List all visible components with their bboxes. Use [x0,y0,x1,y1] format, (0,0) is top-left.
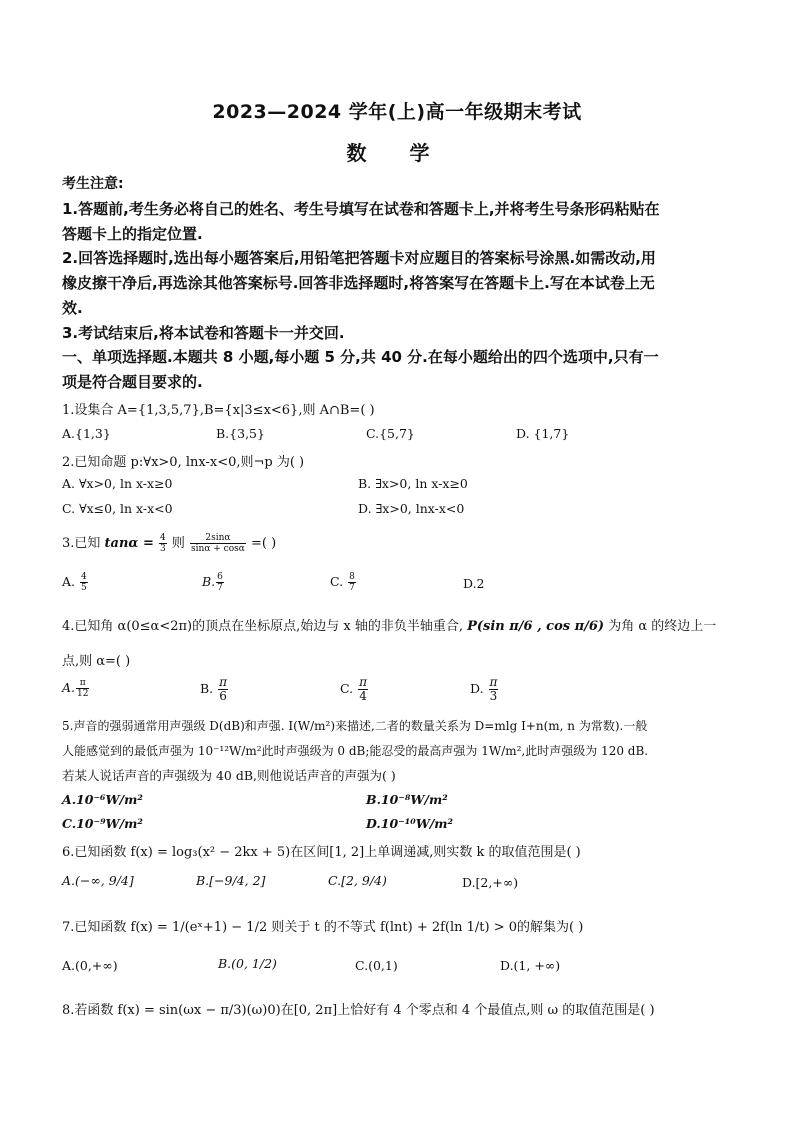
q6-option-c: C.[2, 9/4) [328,873,387,888]
question-1-stem: 1.设集合 A={1,3,5,7},B={x|3≤x<6},则 A∩B=( ) [62,403,375,418]
q7-option-c: C.(0,1) [355,958,398,973]
question-8-stem: 8.若函数 f(x) = sin(ωx − π/3)(ω)0)在[0, 2π]上恰好有 4 个零点和 4 个最值点,则 ω 的取值范围是( ) [62,1003,655,1018]
question-5-line-3: 若某人说话声音的声强级为 40 dB,则他说话声音的声强为( ) [62,768,396,783]
q4-option-b: B. $\frac{\pi}{6}$ [200,675,228,703]
q5-option-a: A.10⁻⁶W/m² [62,792,143,807]
notice-line-2: 答题卡上的指定位置. [62,225,203,243]
q3-mid: 则 [171,536,185,551]
q5-option-b: B.10⁻⁸W/m² [366,792,448,807]
notice-line-3: 2.回答选择题时,选出每小题答案后,用铅笔把答题卡对应题目的答案标号涂黑.如需改动,用 [62,249,656,267]
question-5-line-1: 5.声音的强弱通常用声强级 D(dB)和声强. I(W/m²)来描述,二者的数量关系为 D=mlg I+n(m, n 为常数).一般 [62,719,648,733]
q6-option-b: B.[−9/4, 2] [196,873,266,888]
question-2-stem: 2.已知命题 p:∀x>0, lnx-x<0,则¬p 为( ) [62,455,305,470]
q1-option-b: B.{3,5} [216,426,265,441]
question-7-stem: 7.已知函数 f(x) = 1/(eˣ+1) − 1/2 则关于 t 的不等式 f(lnt) + 2f(ln 1/t) > 0的解集为( ) [62,920,584,935]
q3-tail: =( ) [250,536,277,551]
q1-option-c: C.{5,7} [366,426,415,441]
question-4-line-2: 点,则 α=( ) [62,654,131,669]
q6-option-d: D.[2,+∞) [462,875,519,890]
question-4-line-1: 4.已知角 α(0≤α<2π)的顶点在坐标原点,始边与 x 轴的非负半轴重合, P(sin π/6 , cos π/6) 为角 α 的终边上一 [62,619,717,634]
notice-line-4: 橡皮擦干净后,再选涂其他答案标号.回答非选择题时,将答案写在答题卡上.写在本试卷上无 [62,274,655,292]
q3-fraction-expr: $\frac{2\sin\alpha}{\sin\alpha + \cos\alpha}$ [191,533,245,554]
q3-option-a: A. $\frac{4}{5}$ [62,572,87,593]
section-heading-line-1: 一、单项选择题.本题共 8 小题,每小题 5 分,共 40 分.在每小题给出的四个选项中,只有一 [62,348,659,366]
question-5-line-2: 人能感觉到的最低声强为 10⁻¹²W/m²此时声强级为 0 dB;能忍受的最高声强为 1W/m²,此时声强级为 120 dB. [62,744,649,758]
q2-option-b: B. ∃x>0, ln x-x≥0 [358,476,468,491]
notice-line-5: 效. [62,299,83,317]
question-6-stem: 6.已知函数 f(x) = log₃(x² − 2kx + 5)在区间[1, 2]上单调递减,则实数 k 的取值范围是( ) [62,845,581,860]
q4-option-a: A. $\frac{\pi}{12}$ [62,678,89,699]
notice-line-6: 3.考试结束后,将本试卷和答题卡一并交回. [62,324,345,342]
q6-option-a: A.(−∞, 9/4] [62,873,134,888]
q3-option-d: D.2 [463,576,485,591]
q7-option-a: A.(0,+∞) [62,958,118,973]
exam-title: 2023—2024 学年(上)高一年级期末考试 [212,101,582,123]
q3-fraction-tan: $\frac{4}{3}$ [160,533,166,554]
subject-title: 数 学 [346,141,448,165]
q5-option-d: D.10⁻¹⁰W/m² [366,816,453,831]
q7-option-d: D.(1, +∞) [500,958,561,973]
q1-option-d: D. {1,7} [516,426,570,441]
q1-option-a: A.{1,3} [62,426,111,441]
notice-line-1: 1.答题前,考生务必将自己的姓名、考生号填写在试卷和答题卡上,并将考生号条形码粘贴在 [62,200,660,218]
q3-tan: tanα = [104,536,154,551]
q4-point-p: P(sin π/6 , cos π/6) [467,619,605,634]
q7-option-b: B.(0, 1/2) [218,956,277,971]
q3-option-c: C. $\frac{8}{7}$ [330,572,355,593]
section-heading-line-2: 项是符合题目要求的. [62,373,203,391]
q2-option-d: D. ∃x>0, lnx-x<0 [358,501,465,516]
q4-option-c: C. $\frac{\pi}{4}$ [340,675,367,703]
q3-prefix: 3.已知 [62,536,101,551]
question-3-stem [62,532,276,554]
q5-option-c: C.10⁻⁹W/m² [62,816,143,831]
q2-option-a: A. ∀x>0, ln x-x≥0 [62,476,173,491]
notice-heading: 考生注意: [62,176,124,192]
q2-option-c: C. ∀x≤0, ln x-x<0 [62,501,173,516]
q4-option-d: D. $\frac{\pi}{3}$ [470,675,498,703]
q3-option-b: B. $\frac{6}{7}$ [202,572,223,593]
